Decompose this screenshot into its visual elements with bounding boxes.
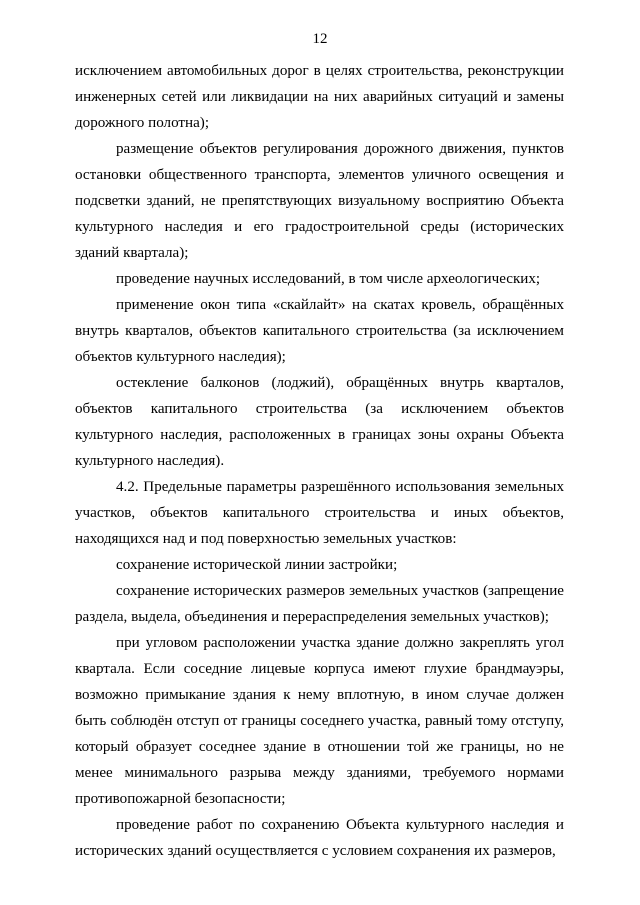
body-text — [75, 58, 564, 864]
paragraph-plot-sizes: сохранение исторических размеров земельных участков (запрещение раздела, выдела, объединения и перераспределения земельных участков); — [75, 583, 564, 625]
paragraph-skylight: применение окон типа «скайлайт» на скатах кровель, обращённых внутрь кварталов, объектов капитального строительства (за исключением объектов культурного наследия); — [75, 297, 564, 365]
paragraph-corner-plot: при угловом расположении участка здание должно закреплять угол квартала. Если соседние лицевые корпуса имеют глухие брандмауэры, возможно примыкание здания к нему вплотную, в ином случае должен быть соблюдён отступ от границы соседнего участка, равный тому отступу, который образует соседнее здание в отношении той же границы, но не менее минимального разрыва между зданиями, требуемого нормами противопожарной безопасности; — [75, 635, 564, 807]
paragraph-research: проведение научных исследований, в том числе археологических; — [116, 271, 541, 287]
paragraph-preservation-works: проведение работ по сохранению Объекта культурного наследия и исторических зданий осуществляется с условием сохранения их размеров, — [75, 817, 564, 859]
page-number: 12 — [312, 31, 328, 47]
section-4-2-heading: 4.2. Предельные параметры разрешённого использования земельных участков, объектов капитального строительства и иных объектов, находящихся над и под поверхностью земельных участков: — [75, 479, 564, 547]
paragraph-balcony-glazing: остекление балконов (лоджий), обращённых внутрь кварталов, объектов капитального строительства (за исключением объектов культурного наследия, расположенных в границах зоны охраны Объекта культурного наследия). — [75, 375, 564, 469]
paragraph-continuation: исключением автомобильных дорог в целях строительства, реконструкции инженерных сетей или ликвидации на них аварийных ситуаций и замены дорожного полотна); — [75, 63, 564, 131]
paragraph-building-line: сохранение исторической линии застройки; — [116, 557, 398, 573]
paragraph-traffic-objects: размещение объектов регулирования дорожного движения, пунктов остановки общественного транспорта, элементов уличного освещения и подсветки зданий, не препятствующих визуальному восприятию Объекта культурного наследия и его градостроительной среды (исторических зданий квартала); — [75, 141, 564, 261]
